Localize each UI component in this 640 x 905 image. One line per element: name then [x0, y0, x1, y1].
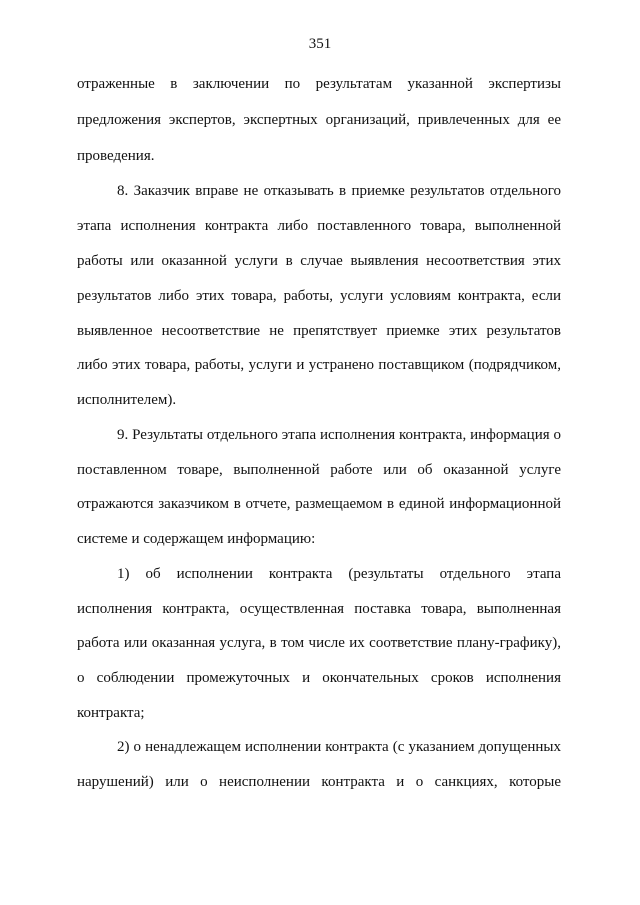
text-line: контракта; — [77, 705, 145, 721]
paragraph-8-start: 8. Заказчик вправе не отказывать в приемке результатов отдельного — [117, 183, 561, 199]
text-line: выявленное несоответствие не препятствует приемке этих результатов — [77, 323, 561, 339]
text-line: работы или оказанной услуги в случае выявления несоответствия этих — [77, 253, 561, 269]
text-line: либо этих товара, работы, услуги и устранено поставщиком (подрядчиком, — [77, 357, 561, 373]
list-item-2-start: 2) о ненадлежащем исполнении контракта (с указанием допущенных — [117, 739, 561, 755]
text-line: проведения. — [77, 148, 155, 164]
text-line: предложения экспертов, экспертных организаций, привлеченных для ее — [77, 112, 561, 128]
text-line: исполнения контракта, осуществленная поставка товара, выполненная — [77, 601, 561, 617]
text-line: системе и содержащем информацию: — [77, 531, 316, 547]
list-item-1-start: 1) об исполнении контракта (результаты отдельного этапа — [117, 566, 561, 582]
text-line: поставленном товаре, выполненной работе или об оказанной услуге — [77, 462, 561, 478]
text-line: о соблюдении промежуточных и окончательных сроков исполнения — [77, 670, 561, 686]
text-line: отраженные в заключении по результатам указанной экспертизы — [77, 76, 561, 92]
text-line: работа или оказанная услуга, в том числе их соответствие плану-графику), — [77, 635, 561, 651]
paragraph-9-start: 9. Результаты отдельного этапа исполнения контракта, информация о — [117, 427, 561, 443]
text-line: результатов либо этих товара, работы, услуги условиям контракта, если — [77, 288, 561, 304]
text-line: нарушений) или о неисполнении контракта и о санкциях, которые — [77, 774, 561, 790]
text-line: отражаются заказчиком в отчете, размещаемом в единой информационной — [77, 496, 561, 512]
text-line: этапа исполнения контракта либо поставленного товара, выполненной — [77, 218, 561, 234]
text-line: исполнителем). — [77, 392, 177, 408]
page-number: 351 — [308, 36, 332, 52]
